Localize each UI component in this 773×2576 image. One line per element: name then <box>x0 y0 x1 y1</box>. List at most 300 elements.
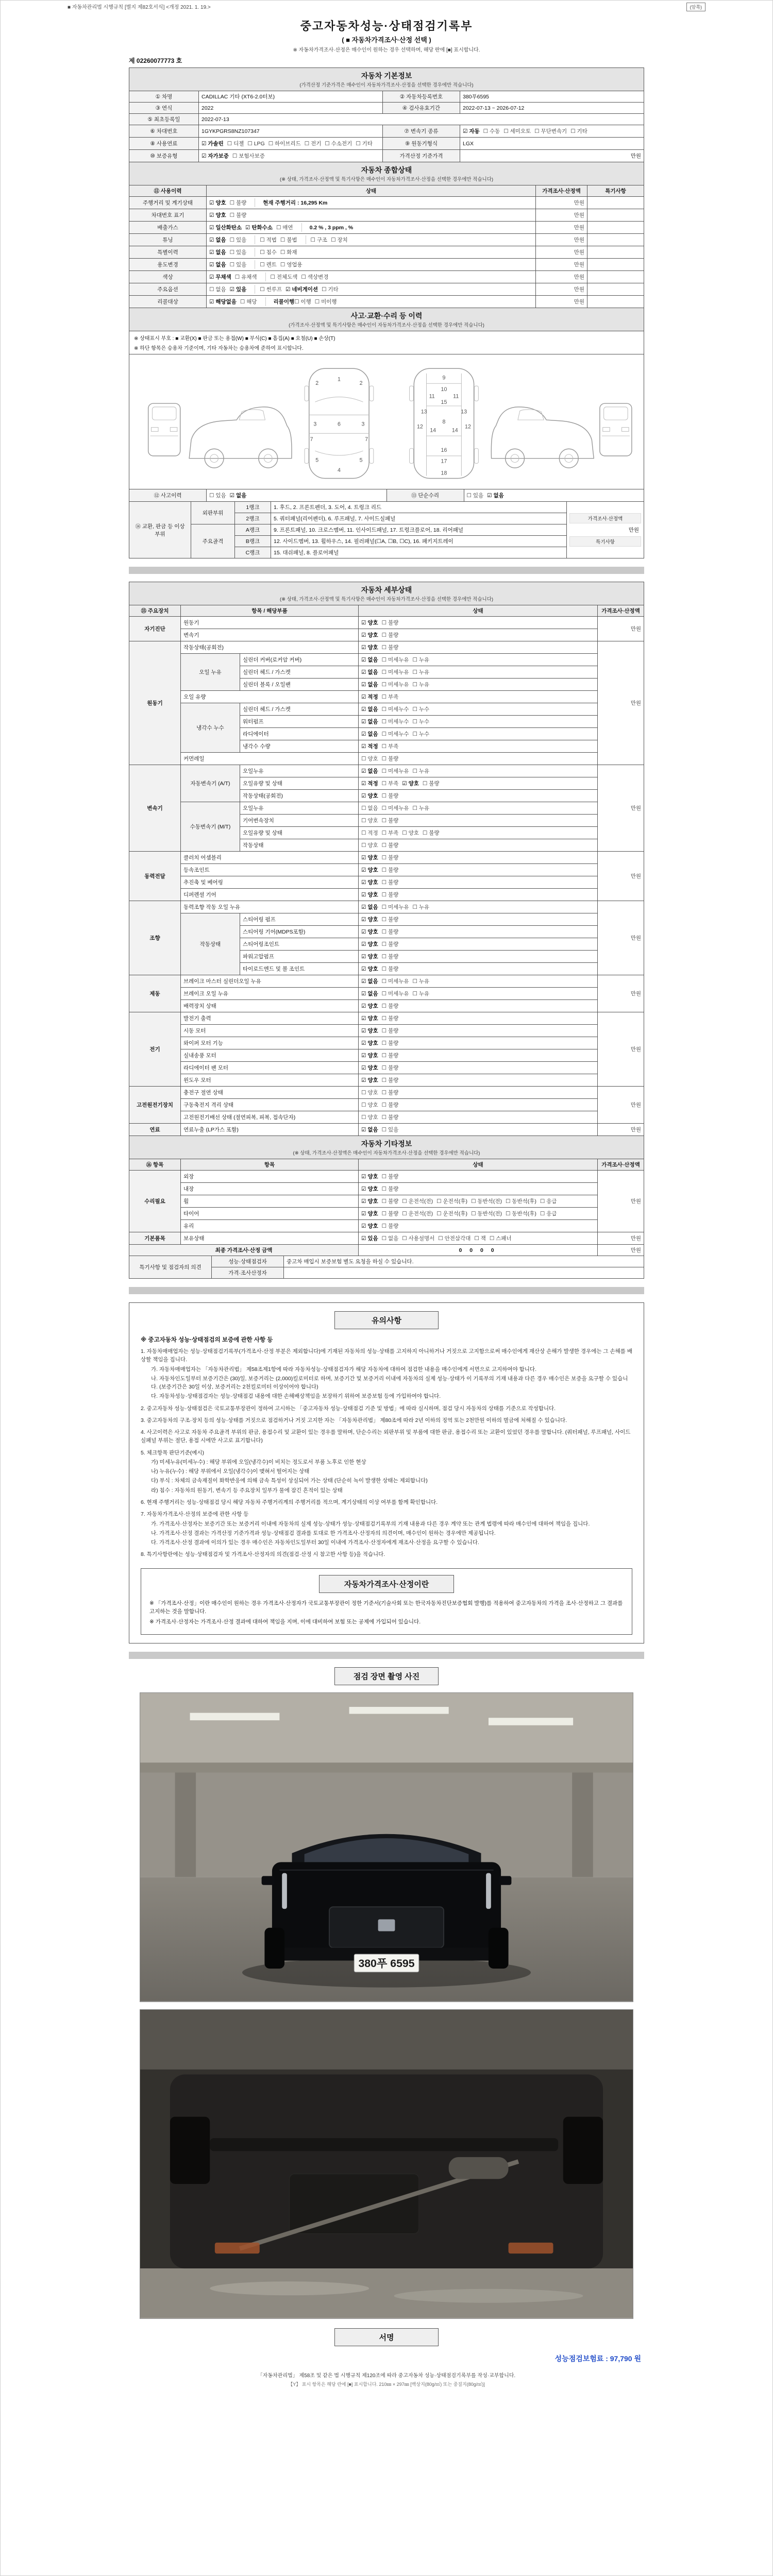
column-note: 특기사항 <box>587 185 644 197</box>
section-note: (※ 상태, 가격조사·산정액은 매수인이 자동차가격조사·산정을 선택한 경우에만 적습니다) <box>293 1150 480 1156</box>
status-options <box>359 654 598 666</box>
checkbox-unchecked: ☐ 없음 <box>381 1235 399 1242</box>
photos-section <box>129 1667 644 2318</box>
status-options <box>359 703 598 716</box>
status-options <box>359 1099 598 1111</box>
checkbox-checked: ☑ 일산화탄소 <box>209 225 242 231</box>
item-name: 고전원전기배선 상태 (절연피복, 피복, 접속단자) <box>181 1111 359 1124</box>
checkbox-unchecked: ☐ 미세누유 <box>381 991 409 997</box>
status-options <box>359 1074 598 1087</box>
checkbox-unchecked: ☐ 누유 <box>412 768 430 774</box>
checkbox-unchecked: ☐ 불량 <box>381 632 399 638</box>
checkbox-checked: ☑ 양호 <box>361 1186 378 1192</box>
item-name: 등속조인트 <box>181 864 359 876</box>
engine-type-value: LGX <box>460 138 644 150</box>
device-row <box>129 691 644 703</box>
basic-row-6 <box>129 150 644 162</box>
checkbox-unchecked: ☐ 양호 <box>361 1114 378 1121</box>
status-options <box>359 740 598 753</box>
checkbox-unchecked: ☐ 양호 <box>402 830 419 836</box>
option-group <box>209 248 255 257</box>
device-row <box>129 617 644 629</box>
panel-number: 6 <box>337 421 341 428</box>
device-row <box>129 753 644 765</box>
year-value: 2022 <box>199 103 383 114</box>
page-separator <box>129 567 644 574</box>
frame-number: 11 <box>453 393 459 400</box>
state-symbol-legend: ※ 상태표시 부호 : ■ 교환(X) ■ 판금 또는 용접(W) ■ 부식(C) ■ 흠집(A) ■ 요철(U) ■ 손상(T) <box>134 336 335 342</box>
checkbox-unchecked: ☐ 누유 <box>412 669 430 675</box>
usage-item-label: 용도변경 <box>129 259 207 271</box>
rank-label: B랭크 <box>235 536 271 547</box>
option-group <box>209 273 266 281</box>
subgroup-name: 자동변속기 (A/T) <box>181 765 240 802</box>
section-header-detail <box>129 582 644 605</box>
checkbox-unchecked: ☐ 불량 <box>381 1223 399 1229</box>
price-cell: 만원 <box>597 1012 644 1087</box>
checkbox-unchecked: ☐ 스패너 <box>489 1235 512 1242</box>
car-rear-view-diagram <box>600 403 632 456</box>
overall-row <box>129 222 644 234</box>
notice-line: 나. 가격조사·산정 결과는 가격산정 기준가격과 성능·상태점검 결과를 토대로 한 가격조사·산정자의 의견이며, 매수인이 원하는 경우에만 제공됩니다. <box>151 1530 496 1536</box>
status-options <box>359 1012 598 1025</box>
device-row <box>129 802 644 815</box>
section-title: 자동차 세부상태 <box>361 586 412 594</box>
checkbox-checked: ☑ 없음 <box>209 237 226 243</box>
column-price: 가격조사·산정액 <box>535 185 587 197</box>
note-cell <box>587 222 644 234</box>
checkbox-unchecked: ☐ 있음 <box>381 1127 399 1133</box>
item-name: 동력조향 작동 오일 누유 <box>181 901 359 913</box>
notice-line: 다) 부식 : 차체의 금속재질이 화학반응에 의해 금속 특성이 상실되어 가는 상태 (단순히 녹이 발생한 상태는 제외합니다) <box>151 1478 428 1484</box>
item-name: 배력장치 상태 <box>181 1000 359 1012</box>
checkbox-checked: ☑ 양호 <box>361 941 378 947</box>
option-group <box>260 248 305 257</box>
status-options <box>359 839 598 852</box>
field-label: ② 자동차등록번호 <box>383 91 460 103</box>
notice-line: 2. 중고자동차 성능·상태점검은 국토교통부장관이 정하여 고시하는 「중고자동차 성능·상태점검 기준 및 방법」에 따라 실시하며, 점검 당시 자동차의 상태를 기준으로 작성합니다. <box>141 1405 556 1412</box>
checkbox-unchecked: ☐ 안전삼각대 <box>438 1235 471 1242</box>
checkbox-checked: ☑ 양호 <box>361 645 378 651</box>
status-options <box>359 913 598 926</box>
device-row <box>129 1062 644 1074</box>
vin-value: 1GYKPGRS8NZ107347 <box>199 125 383 138</box>
fee-value: 97,790 원 <box>610 2354 641 2363</box>
checkbox-unchecked: ☐ 부족 <box>381 781 399 787</box>
checkbox-unchecked: ☐ 미이행 <box>314 299 337 305</box>
price-cell: 만원 <box>597 1124 644 1136</box>
checkbox-unchecked: ☐ 세미오토 <box>503 128 531 134</box>
checkbox-unchecked: ☐ 불량 <box>381 867 399 873</box>
item-name: 스티어링 펌프 <box>240 913 359 926</box>
basic-row-4 <box>129 125 644 138</box>
checkbox-unchecked: ☐ 불량 <box>381 1065 399 1071</box>
item-name: 워터펌프 <box>240 716 359 728</box>
item-name: 파워고압펌프 <box>240 951 359 963</box>
checkbox-checked: ☑ 양호 <box>361 966 378 972</box>
checkbox-unchecked: ☐ 미세누수 <box>381 706 409 713</box>
device-name: 변속기 <box>129 765 181 852</box>
panel-number: 7 <box>365 436 368 443</box>
accident-history-label: ⑫ 사고이력 <box>129 489 207 502</box>
checkbox-unchecked: ☐ 이행 <box>294 299 311 305</box>
section-note: (※ 상태, 가격조사·산정액 및 특기사항은 매수인이 자동차가격조사·산정을 선택한 경우에만 적습니다) <box>279 597 494 602</box>
section-note: (가격산정 기준가격은 매수인이 자동차가격조사·산정을 선택한 경우에만 적습니다) <box>299 82 474 88</box>
checkbox-unchecked: ☐ 부족 <box>381 743 399 750</box>
field-label: ③ 연식 <box>129 103 199 114</box>
option-group <box>209 285 255 294</box>
usage-item-label: 색상 <box>129 271 207 283</box>
checkbox-unchecked: ☐ 불량 <box>381 1003 399 1009</box>
price-cell: 만원 <box>597 765 644 852</box>
status-options <box>359 951 598 963</box>
text-line: ※ 가격조사·산정자는 가격조사·산정 결과에 대하여 책임을 지며, 이에 대비하여 보험 또는 공제에 가입되어 있습니다. <box>149 1619 421 1625</box>
checkbox-unchecked: ☐ 무단변속기 <box>534 128 567 134</box>
checkbox-unchecked: ☐ 양호 <box>361 1102 378 1108</box>
item-name: 실린더 커버(로커암 커버) <box>240 654 359 666</box>
frame-number: 15 <box>441 399 447 406</box>
usage-item-label: 주요옵션 <box>129 283 207 296</box>
notice-line: 가. 가격조사·산정자는 보증기간 또는 보증거리 이내에 자동차의 실제 성능·상태가 성능·상태점검기록부의 기재 내용과 다른 경우 계약 또는 관계 법령에 따라 매수인에 대하여 책임을 집니다. <box>151 1520 590 1527</box>
note-cell <box>587 271 644 283</box>
device-row <box>129 1232 644 1245</box>
device-row <box>129 654 644 666</box>
rank2-parts: 5. 쿼터패널(리어펜더), 6. 루프패널, 7. 사이드실패널 <box>271 513 567 524</box>
status-options <box>207 296 536 308</box>
checkbox-unchecked: ☐ 불량 <box>381 842 399 849</box>
checkbox-checked: ☑ 없음 <box>487 493 504 499</box>
price-info-lines <box>149 1599 624 1626</box>
item-name: 외장 <box>181 1171 359 1183</box>
document-subtitle: ( ■ 자동차가격조사·산정 선택 ) <box>342 36 431 44</box>
final-price-row <box>129 1245 644 1256</box>
checkbox-unchecked: ☐ 불량 <box>381 879 399 886</box>
frame-number: 17 <box>441 458 447 465</box>
checkbox-unchecked: ☐ 불량 <box>381 966 399 972</box>
field-label: ⑧ 사용연료 <box>129 138 199 150</box>
item-name: 라디에이터 <box>240 728 359 740</box>
car-top-frame-diagram <box>410 368 479 478</box>
price-cell: 만원 <box>597 852 644 901</box>
checkbox-checked: ☑ 양호 <box>361 879 378 886</box>
option-group <box>209 297 266 306</box>
usage-item-label: 차대번호 표기 <box>129 209 207 222</box>
checkbox-checked: ☑ 양호 <box>361 929 378 935</box>
option-group <box>209 198 255 207</box>
panel-number: 3 <box>361 421 365 428</box>
item-name: 오일누유 <box>240 765 359 777</box>
checkbox-unchecked: ☐ 불량 <box>381 1174 399 1180</box>
exchange-section-label: ⑭ 교환, 판금 등 이상 부위 <box>129 502 191 558</box>
document-number: 제 02260077773 호 <box>129 57 182 64</box>
checkbox-unchecked: ☐ 누수 <box>412 719 430 725</box>
device-name: 자기진단 <box>129 617 181 641</box>
checkbox-unchecked: ☐ 누수 <box>412 731 430 737</box>
notice-line: 다. 자동차성능·상태점검자는 성능·상태점검 내용에 대한 손해배상책임을 보장하기 위하여 보증보험 등에 가입하여야 합니다. <box>151 1393 441 1400</box>
usage-item-label: 배출가스 <box>129 222 207 234</box>
item-name: 오일유량 및 상태 <box>240 777 359 790</box>
rank-label: 1랭크 <box>235 502 271 513</box>
checkbox-checked: ☑ 없음 <box>361 657 378 663</box>
license-plate-text: 380푸 6595 <box>358 1957 415 1970</box>
price-cell: 만원 <box>597 641 644 765</box>
car-name-value: CADILLAC 기타 (XT6-2.0터보) <box>199 91 383 103</box>
panel-number: 5 <box>359 457 363 464</box>
frame-label: 주요골격 <box>191 524 235 558</box>
checkbox-unchecked: ☐ 부족 <box>381 694 399 700</box>
checkbox-checked: ☑ 양호 <box>361 1040 378 1046</box>
item-name: 클러치 어셈블리 <box>181 852 359 864</box>
checkbox-checked: ☑ 가솔린 <box>201 141 224 147</box>
simple-repair-options <box>464 489 644 502</box>
device-name: 고전원전기장치 <box>129 1087 181 1124</box>
checkbox-unchecked: ☐ 양호 <box>361 842 378 849</box>
item-name: 스티어링조인트 <box>240 938 359 951</box>
checkbox-unchecked: ☐ 불량 <box>422 781 440 787</box>
status-options <box>359 852 598 864</box>
checkbox-unchecked: ☐ 누유 <box>412 657 430 663</box>
rankA-parts: 9. 프론트패널, 10. 크로스멤버, 11. 인사이드패널, 17. 트렁크플로어, 18. 리어패널 <box>271 524 567 536</box>
status-options <box>359 901 598 913</box>
checkbox-checked: ☑ 양호 <box>361 1053 378 1059</box>
checkbox-unchecked: ☐ 매연 <box>276 225 293 231</box>
checkbox-unchecked: ☐ 양호 <box>361 1090 378 1096</box>
item-name: 발전기 출력 <box>181 1012 359 1025</box>
overall-row <box>129 259 644 271</box>
checkbox-checked: ☑ 양호 <box>361 1065 378 1071</box>
checkbox-unchecked: ☐ 전기 <box>304 141 322 147</box>
status-options <box>359 1183 598 1195</box>
price-cell: 만원 <box>535 234 587 246</box>
checkbox-unchecked: ☐ 불량 <box>381 793 399 799</box>
frame-number: 10 <box>441 386 447 393</box>
note-cell <box>587 283 644 296</box>
item-name: 작동상태 <box>240 839 359 852</box>
checkbox-unchecked: ☐ 있음 <box>229 262 247 268</box>
notice-line: 나. 자동차인도일부터 보증기간은 (30)일, 보증거리는 (2,000)킬로미터로 하며, 보증기간 및 보증거리 이내에 자동차의 실제 성능·상태가 이 기록부의 기재 내용과 다른 경우 매수인은 보증을 요구할 수 있습니다. (보증기간은 30일 이상, 보증거리는 2천킬로미터 이상이어야 합니다) <box>151 1375 628 1391</box>
notice-heading: ※ 중고자동차 성능·상태점검의 보증에 관한 사항 등 <box>141 1337 273 1343</box>
inspector-role: 성능·상태점검자 <box>212 1256 284 1267</box>
accident-flags-table <box>129 489 644 502</box>
notice-items <box>141 1347 632 1559</box>
status-options <box>359 641 598 654</box>
checkbox-unchecked: ☐ 불량 <box>381 1186 399 1192</box>
inspection-photo-front <box>140 1692 633 2002</box>
checkbox-unchecked: ☐ 미세누유 <box>381 805 409 811</box>
device-row <box>129 1183 644 1195</box>
status-options <box>359 629 598 641</box>
panel-number: 1 <box>337 376 341 383</box>
option-group <box>260 260 310 269</box>
checkbox-unchecked: ☐ 있음 <box>209 493 226 499</box>
extra-text: 리콜이행 <box>273 299 295 305</box>
page-separator <box>129 1652 644 1659</box>
checkbox-unchecked: ☐ 응급 <box>540 1211 557 1217</box>
overall-column-headers <box>129 185 644 197</box>
notice-line: 1. 자동차매매업자는 성능·상태점검기록부(가격조사·산정 부분은 제외합니다)에 기재된 자동차의 성능·상태를 고지하지 아니하거나 거짓으로 고지함으로써 매수인에게 재산상 손해가 발생한 경우에는 그 손해를 배상할 책임을 집니다. <box>141 1348 632 1363</box>
photo-underbody-graphic <box>140 2010 633 2318</box>
checkbox-unchecked: ☐ 불량 <box>381 1211 399 1217</box>
option-group <box>209 211 255 219</box>
panel-number: 2 <box>315 380 319 387</box>
checkbox-unchecked: ☐ 응급 <box>540 1198 557 1205</box>
item-name: 구동축전지 격리 상태 <box>181 1099 359 1111</box>
checkbox-unchecked: ☐ 동반석(후) <box>505 1198 536 1205</box>
item-name: 시동 모터 <box>181 1025 359 1037</box>
option-group <box>294 297 345 306</box>
panel-number: 5 <box>315 457 319 464</box>
status-options <box>359 716 598 728</box>
status-options <box>207 209 536 222</box>
status-options <box>359 777 598 790</box>
status-options <box>359 666 598 679</box>
item-name: 커먼레일 <box>181 753 359 765</box>
basic-row-1 <box>129 91 644 103</box>
checkbox-unchecked: ☐ 미세누유 <box>381 657 409 663</box>
status-options <box>207 246 536 259</box>
checkbox-unchecked: ☐ 있음 <box>229 249 247 256</box>
status-options <box>359 679 598 691</box>
usage-item-label: 리콜대상 <box>129 296 207 308</box>
checkbox-unchecked: ☐ 장치 <box>331 237 348 243</box>
checkbox-checked: ☑ 없음 <box>361 669 378 675</box>
car-front-view-diagram <box>148 403 180 456</box>
checkbox-checked: ☑ 적정 <box>361 743 378 750</box>
checkbox-unchecked: ☐ 불량 <box>381 1077 399 1083</box>
status-options <box>359 1124 598 1136</box>
rank-label: C랭크 <box>235 547 271 558</box>
notice-line: 나) 누유(누수) : 해당 부위에서 오일(냉각수)이 맺혀서 떨어지는 상태 <box>151 1468 310 1475</box>
column-item: 항목 / 해당부품 <box>181 605 359 617</box>
document-body <box>129 18 644 2387</box>
rankB-parts: 12. 사이드멤버, 13. 휠하우스, 14. 필러패널(☐A, ☐B, ☐C), 16. 패키지트레이 <box>271 536 567 547</box>
detail-column-headers <box>129 605 644 617</box>
field-label: ⑦ 변속기 종류 <box>383 125 460 138</box>
option-group <box>260 235 306 244</box>
checkbox-unchecked: ☐ 사용설명서 <box>402 1235 435 1242</box>
section-note: (※ 상태, 가격조사·산정액 및 특기사항은 매수인이 자동차가격조사·산정을 선택한 경우에만 적습니다) <box>279 177 494 182</box>
device-row <box>129 988 644 1000</box>
checkbox-unchecked: ☐ 불량 <box>381 1102 399 1108</box>
field-label: ⑤ 최초등록일 <box>129 114 199 125</box>
checkbox-checked: ☑ 양호 <box>361 1015 378 1022</box>
status-options <box>359 864 598 876</box>
note-cell <box>587 296 644 308</box>
final-price-label: 최종 가격조사·산정 금액 <box>129 1245 359 1256</box>
final-price-value: 0 0 0 0 <box>359 1245 598 1256</box>
checkbox-checked: ☑ 양호 <box>209 200 226 206</box>
checkbox-checked: ☑ 양호 <box>361 1223 378 1229</box>
checkbox-unchecked: ☐ 누유 <box>412 805 430 811</box>
overall-row <box>129 234 644 246</box>
notice-line: 가) 미세누유(미세누수) : 해당 부위에 오일(냉각수)이 비치는 정도로서 부품 노후로 인한 현상 <box>151 1459 366 1465</box>
status-options <box>359 975 598 988</box>
checkbox-checked: ☑ 양호 <box>361 892 378 898</box>
extra-text: 현재 주행거리 : 16,295 Km <box>263 200 328 206</box>
status-options <box>207 222 536 234</box>
checkbox-checked: ☑ 없음 <box>209 249 226 256</box>
exchange-panel-table <box>129 501 644 558</box>
item-name: 와이퍼 모터 기능 <box>181 1037 359 1049</box>
item-name: 타이로드엔드 및 볼 조인트 <box>240 963 359 975</box>
checkbox-checked: ☑ 없음 <box>361 904 378 910</box>
frame-number: 13 <box>461 409 467 415</box>
device-row <box>129 975 644 988</box>
checkbox-unchecked: ☐ 누유 <box>412 991 430 997</box>
notice-line: 라) 침수 : 자동차의 원동기, 변속기 등 주요장치 일부가 물에 잠긴 흔적이 있는 상태 <box>151 1487 343 1494</box>
checkbox-unchecked: ☐ 있음 <box>229 237 247 243</box>
checkbox-unchecked: ☐ 색상변경 <box>301 274 329 280</box>
item-name: 추진축 및 베어링 <box>181 876 359 889</box>
section-header-overall <box>129 162 644 185</box>
status-options <box>359 691 598 703</box>
checkbox-unchecked: ☐ 미세누유 <box>381 768 409 774</box>
field-label: ① 차명 <box>129 91 199 103</box>
rankC-parts: 15. 대쉬패널, 8. 플로어패널 <box>271 547 567 558</box>
checkbox-checked: ☑ 없음 <box>209 262 226 268</box>
basic-row-3 <box>129 114 644 125</box>
device-name: 수리필요 <box>129 1171 181 1232</box>
checkbox-unchecked: ☐ 운전석(후) <box>436 1198 468 1205</box>
page-side-marker: (앞쪽) <box>686 3 705 11</box>
section-title: 자동차 기본정보 <box>361 72 412 80</box>
checkbox-checked: ☑ 양호 <box>361 632 378 638</box>
device-row <box>129 765 644 777</box>
final-price-table <box>129 1244 644 1256</box>
device-row <box>129 641 644 654</box>
checkbox-unchecked: ☐ 불량 <box>229 200 247 206</box>
final-price-unit: 만원 <box>598 1245 644 1256</box>
warranty-options <box>199 150 383 162</box>
note-cell <box>587 246 644 259</box>
option-group <box>209 260 255 269</box>
checkbox-unchecked: ☐ 불량 <box>381 1114 399 1121</box>
checkbox-checked: ☑ 없음 <box>361 731 378 737</box>
device-row <box>129 1099 644 1111</box>
checkbox-unchecked: ☐ 하이브리드 <box>268 141 301 147</box>
item-name: 휠 <box>181 1195 359 1208</box>
checkbox-checked: ☑ 양호 <box>361 1174 378 1180</box>
checkbox-unchecked: ☐ 불량 <box>381 855 399 861</box>
device-name: 전기 <box>129 1012 181 1087</box>
overall-row <box>129 209 644 222</box>
car-side-right-diagram <box>491 407 594 468</box>
document-title: 중고자동차성능·상태점검기록부 <box>300 20 473 32</box>
checkbox-checked: ☑ 양호 <box>361 1211 378 1217</box>
item-name: 작동상태(공회전) <box>181 641 359 654</box>
checkbox-unchecked: ☐ 동반석(전) <box>471 1211 502 1217</box>
status-options <box>359 1195 598 1208</box>
field-label: 가격산정 기준가격 <box>383 150 460 162</box>
notice-line: 4. 사고이력은 사고로 자동차 주요골격 부위의 판금, 용접수리 및 교환이 있는 경우를 말하며, 단순수리는 외판부위 및 부품에 대한 판금, 용접수리 또는 교환이 있었던 경우를 말합니다. (쿼터패널, 루프패널, 사이드실패널 부위는 절단, 용접 시에만 사고로 표기합니다) <box>141 1429 631 1444</box>
frame-number: 12 <box>465 423 471 430</box>
item-name: 기어변속장치 <box>240 815 359 827</box>
column-device: ⑮ 주요장치 <box>129 605 181 617</box>
status-options <box>359 926 598 938</box>
checkbox-unchecked: ☐ 불량 <box>229 212 247 218</box>
device-row <box>129 1087 644 1099</box>
checkbox-unchecked: ☐ 보험사보증 <box>232 153 265 159</box>
checkbox-unchecked: ☐ 미세누유 <box>381 904 409 910</box>
checkbox-checked: ☑ 적정 <box>361 694 378 700</box>
item-name: 디퍼렌셜 기어 <box>181 889 359 901</box>
section-title: 사고·교환·수리 등 이력 <box>350 312 423 320</box>
checkbox-unchecked: ☐ 불량 <box>381 1015 399 1022</box>
device-row <box>129 1074 644 1087</box>
status-options <box>359 1062 598 1074</box>
checkbox-unchecked: ☐ 불법 <box>280 237 297 243</box>
item-name: 오일누유 <box>240 802 359 815</box>
